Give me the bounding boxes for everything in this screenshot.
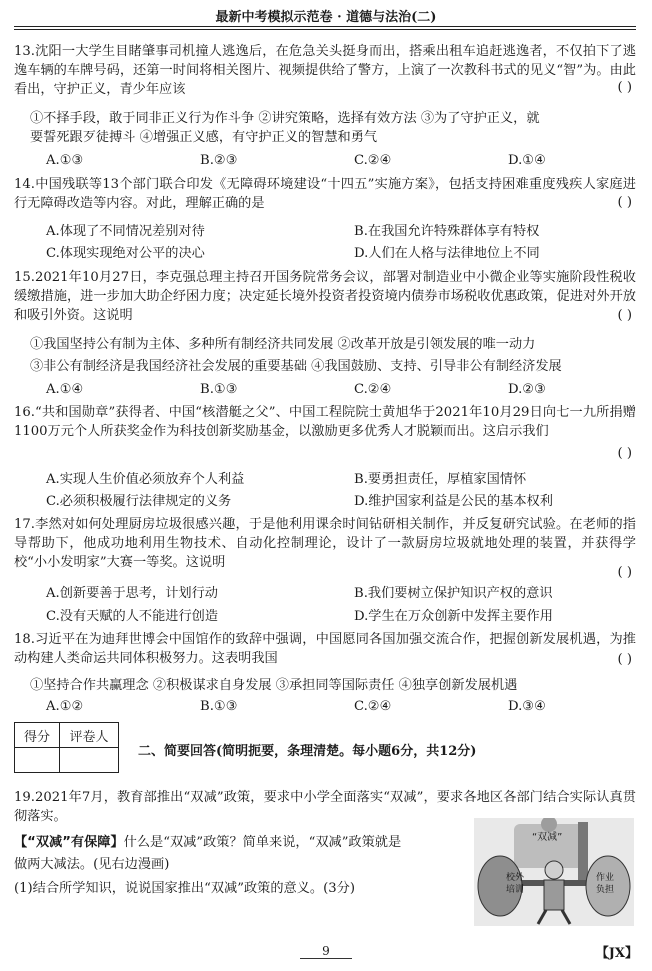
q14-option-c: C.体现实现绝对公平的决心 [46,246,205,261]
q17-option-b: B.我们要树立保护知识产权的意识 [354,586,553,601]
q18-option-a: A.①② [46,699,84,714]
q18-option-c: C.②④ [354,699,392,714]
q15-stem: 15.2021年10月27日，李克强总理主持召开国务院常务会议，部署对制造业中小微企业等实施阶段性税收缓缴措施，进一步加大助企纾困力度；决定延长境外投资者投资境内债券市场税收优惠政策，促进对外开放和吸引外资。这说明 [14,270,636,323]
score-label: 得分 [15,723,60,748]
score-box [14,722,119,773]
q15-statements-2: ③非公有制经济是我国经济社会发展的重要基础 ④我国鼓励、支持、引导非公有制经济发展 [30,359,562,374]
cartoon-label-top: “双减” [532,832,563,843]
page-number: 9 [0,944,652,959]
q14-option-d: D.人们在人格与法律地位上不同 [354,246,540,261]
q17-option-c: C.没有天赋的人不能进行创造 [46,609,219,624]
q19-material-line1: 什么是“双减”政策？简单来说，“双减”政策就是 [123,835,402,850]
q19-sub-question-1: (1)结合所学知识，说说国家推出“双减”政策的意义。(3分) [14,881,355,896]
q16-option-c: C.必须积极履行法律规定的义务 [46,494,232,509]
q14-option-a: A.体现了不同情况差别对待 [46,224,205,239]
section-2-title: 二、简要回答(简明扼要，条理清楚。每小题6分，共12分) [138,744,477,759]
q13-option-c: C.②④ [354,153,392,168]
cartoon-label-right: 作业负担 [596,873,615,895]
score-cell[interactable] [15,748,60,773]
header-rule-2 [14,29,636,30]
edition-code: 【JX】 [595,946,638,961]
q19-material-line2: 做两大减法。(见右边漫画) [14,857,170,872]
grader-cell[interactable] [60,748,119,773]
q13-option-b: B.②③ [200,153,238,168]
q17-option-d: D.学生在万众创新中发挥主要作用 [354,609,553,624]
q14-answer-paren: ( ) [617,195,632,210]
cartoon-label-left: 校外培训 [506,873,525,895]
q15-answer-paren: ( ) [617,308,632,323]
q16-answer-paren: ( ) [617,446,632,461]
q13-stem: 13.沈阳一大学生目睹肇事司机撞人逃逸后，在危急关头挺身而出，搭乘出租车追赶逃逸者，不仅拍下了逃逸车辆的车牌号码，还第一时间将相关图片、视频提供给了警方，上演了一次教科书式的见义“智”为。由此看出，守护正义，青少年应该 [14,44,636,97]
q15-statements-1: ①我国坚持公有制为主体、多种所有制经济共同发展 ②改革开放是引领发展的唯一动力 [30,337,536,352]
page-header: 最新中考模拟示范卷 · 道德与法治(二) [215,10,437,25]
q14-option-b: B.在我国允许特殊群体享有特权 [354,224,540,239]
q13-statements-2: 要誓死跟歹徒搏斗 ④增强正义感，有守护正义的智慧和勇气 [30,130,378,145]
q14-stem: 14.中国残联等13个部门联合印发《无障碍环境建设“十四五”实施方案》，包括支持困难重度残疾人家庭进行无障碍改造等内容。对此，理解正确的是 [14,177,636,211]
q15-option-c: C.②④ [354,382,392,397]
q13-option-d: D.①④ [508,153,546,168]
q18-stem: 18.习近平在为迪拜世博会中国馆作的致辞中强调，中国愿同各国加强交流合作，把握创新发展机遇，为推动构建人类命运共同体积极努力。这表明我国 [14,632,636,666]
q17-answer-paren: ( ) [617,565,632,580]
header-rule [14,26,636,27]
q18-answer-paren: ( ) [617,652,632,667]
q19-tag: 【“双减”有保障】 [14,835,124,850]
q13-answer-paren: ( ) [617,80,632,95]
q13-statements-1: ①不择手段，敢于同非正义行为作斗争 ②讲究策略，选择有效方法 ③为了守护正义，就 [30,111,540,126]
q18-option-b: B.①③ [200,699,238,714]
q15-option-a: A.①④ [46,382,84,397]
grader-label: 评卷人 [60,723,119,748]
double-reduction-cartoon [474,818,634,926]
q19-stem: 19.2021年7月，教育部推出“双减”政策，要求中小学全面落实“双减”，要求各地区各部门结合实际认真贯彻落实。 [14,790,636,824]
q16-stem: 16.“共和国勋章”获得者、中国“核潜艇之父”、中国工程院院士黄旭华于2021年10月29日向七一九所捐赠1100万元个人所获奖金作为科技创新奖励基金，以激励更多优秀人才脱颖而出。这启示我们 [14,405,636,439]
q13-option-a: A.①③ [46,153,84,168]
q16-option-d: D.维护国家利益是公民的基本权利 [354,494,553,509]
q15-option-d: D.②③ [508,382,546,397]
q17-stem: 17.李然对如何处理厨房垃圾很感兴趣，于是他利用课余时间钻研相关制作，并反复研究试验。在老师的指导帮助下，他成功地利用生物技术、自动化控制理论，设计了一款厨房垃圾就地处理的装置，并获得学校“小小发明家”大赛一等奖。这说明 [14,517,636,570]
q17-option-a: A.创新要善于思考，计划行动 [46,586,218,601]
q18-statements: ①坚持合作共赢理念 ②积极谋求自身发展 ③承担同等国际责任 ④独享创新发展机遇 [30,678,518,693]
q18-option-d: D.③④ [508,699,546,714]
q16-option-a: A.实现人生价值必须放弃个人利益 [46,472,245,487]
q19-material [14,833,401,852]
q16-option-b: B.要勇担责任，厚植家国情怀 [354,472,527,487]
q15-option-b: B.①③ [200,382,238,397]
